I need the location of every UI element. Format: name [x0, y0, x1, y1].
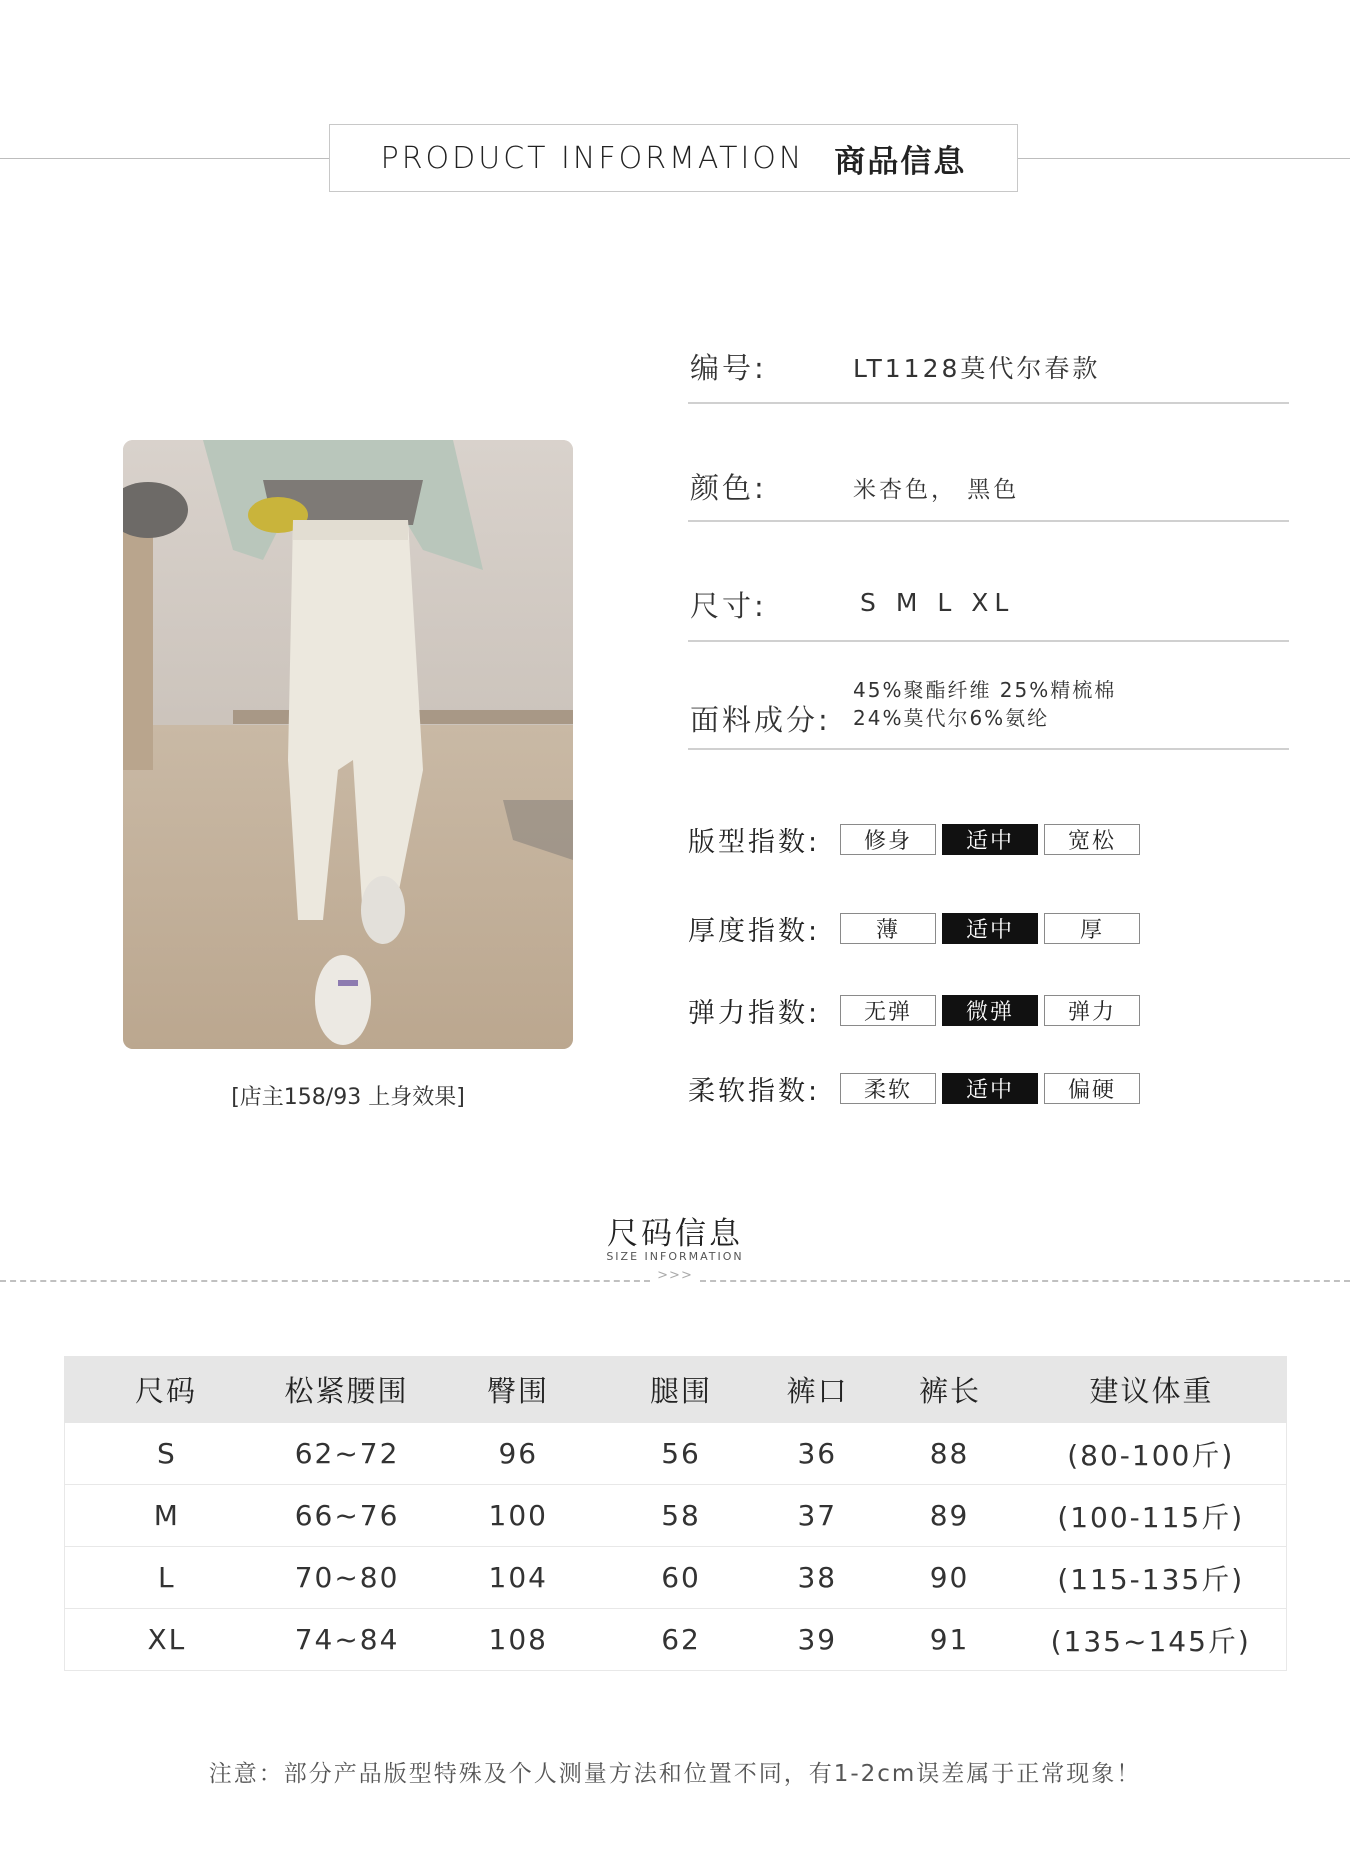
index-label-thickness: 厚度指数:: [688, 915, 821, 947]
table-cell: 96: [498, 1437, 539, 1470]
table-cell: (80-100斤): [1067, 1438, 1235, 1472]
chevrons-icon: >>>: [657, 1268, 693, 1283]
header-cell: 腿围: [649, 1374, 712, 1408]
table-cell: 60: [661, 1561, 701, 1594]
table-cell: 89: [929, 1499, 970, 1532]
table-cell: 88: [929, 1437, 970, 1470]
table-cell: 104: [488, 1561, 548, 1594]
table-cell: XL: [147, 1623, 187, 1656]
table-row: [64, 1423, 1287, 1485]
size-section-title: 尺码信息: [607, 1216, 743, 1252]
header-rule-left: [0, 158, 330, 159]
header-cell: 裤口: [786, 1374, 849, 1408]
table-cell: 66~76: [294, 1499, 400, 1532]
dashed-divider-right: [700, 1280, 1350, 1282]
index-label-fit: 版型指数:: [688, 826, 821, 858]
table-cell: S: [156, 1437, 177, 1470]
index-row-thickness: [688, 911, 1146, 945]
index-option-selected: 适中: [942, 913, 1038, 944]
header-cell: 裤长: [918, 1374, 981, 1408]
table-cell: 62~72: [294, 1437, 400, 1470]
table-row: [64, 1547, 1287, 1609]
info-label-fabric: 面料成分:: [690, 703, 831, 737]
index-option: 薄: [840, 913, 936, 944]
header-cell: 建议体重: [1089, 1374, 1214, 1408]
index-row-stretch: [688, 993, 1146, 1027]
info-label-color: 颜色:: [690, 471, 767, 505]
index-option: 无弹: [840, 995, 936, 1026]
index-option: 宽松: [1044, 824, 1140, 855]
table-cell: (135~145斤): [1050, 1624, 1251, 1658]
table-row: [64, 1485, 1287, 1547]
table-row: [64, 1609, 1287, 1671]
index-row-softness: [688, 1071, 1146, 1105]
index-label-stretch: 弹力指数:: [688, 997, 821, 1029]
table-cell: 37: [797, 1499, 838, 1532]
table-cell: 58: [661, 1499, 701, 1532]
table-cell: 108: [488, 1623, 548, 1656]
table-cell: 39: [797, 1623, 838, 1656]
index-option: 偏硬: [1044, 1073, 1140, 1104]
section-title-box: [329, 124, 1018, 192]
index-option: 修身: [840, 824, 936, 855]
info-label-size: 尺寸:: [690, 589, 767, 623]
info-row-code: [688, 340, 1289, 404]
info-value-color: 米杏色， 黑色: [853, 477, 1020, 503]
table-cell: 56: [661, 1437, 701, 1470]
photo-caption: [店主158/93 上身效果]: [231, 1085, 465, 1110]
info-row-fabric: [688, 672, 1289, 750]
table-cell: 38: [797, 1561, 838, 1594]
size-table-header: [64, 1356, 1287, 1423]
table-cell: M: [153, 1499, 180, 1532]
dashed-divider-left: [0, 1280, 650, 1282]
info-row-size: [688, 578, 1289, 642]
size-section-subtitle: SIZE INFORMATION: [606, 1250, 744, 1263]
index-option: 柔软: [840, 1073, 936, 1104]
info-label-code: 编号:: [690, 351, 767, 385]
info-value-fabric-1: 45%聚酯纤维 25%精梳棉: [853, 678, 1117, 702]
header-cell: 臀围: [486, 1374, 549, 1408]
table-cell: 74~84: [294, 1623, 400, 1656]
table-cell: 70~80: [294, 1561, 400, 1594]
table-cell: 91: [929, 1623, 970, 1656]
info-value-code: LT1128莫代尔春款: [853, 354, 1101, 383]
header-cell: 松紧腰围: [284, 1374, 409, 1408]
table-cell: 100: [488, 1499, 548, 1532]
info-row-color: [688, 460, 1289, 522]
index-option-selected: 适中: [942, 1073, 1038, 1104]
section-title-en: PRODUCT INFORMATION: [380, 140, 805, 176]
table-cell: L: [158, 1561, 176, 1594]
index-option-selected: 微弹: [942, 995, 1038, 1026]
index-option-selected: 适中: [942, 824, 1038, 855]
product-photo: [123, 440, 573, 1049]
header-cell: 尺码: [134, 1374, 197, 1408]
index-option: 厚: [1044, 913, 1140, 944]
header-rule-right: [1017, 158, 1350, 159]
index-label-softness: 柔软指数:: [688, 1075, 821, 1107]
table-cell: 90: [929, 1561, 970, 1594]
table-cell: 36: [797, 1437, 838, 1470]
info-value-fabric-2: 24%莫代尔6%氨纶: [853, 706, 1050, 730]
section-title-cn: 商品信息: [834, 143, 967, 180]
table-cell: (100-115斤): [1057, 1500, 1245, 1534]
index-row-fit: [688, 822, 1146, 856]
info-value-size: S M L XL: [860, 588, 1015, 617]
measurement-note: 注意：部分产品版型特殊及个人测量方法和位置不同，有1-2cm误差属于正常现象！: [208, 1761, 1142, 1787]
size-table: [64, 1356, 1287, 1671]
index-option: 弹力: [1044, 995, 1140, 1026]
table-cell: (115-135斤): [1057, 1562, 1245, 1596]
table-cell: 62: [661, 1623, 701, 1656]
